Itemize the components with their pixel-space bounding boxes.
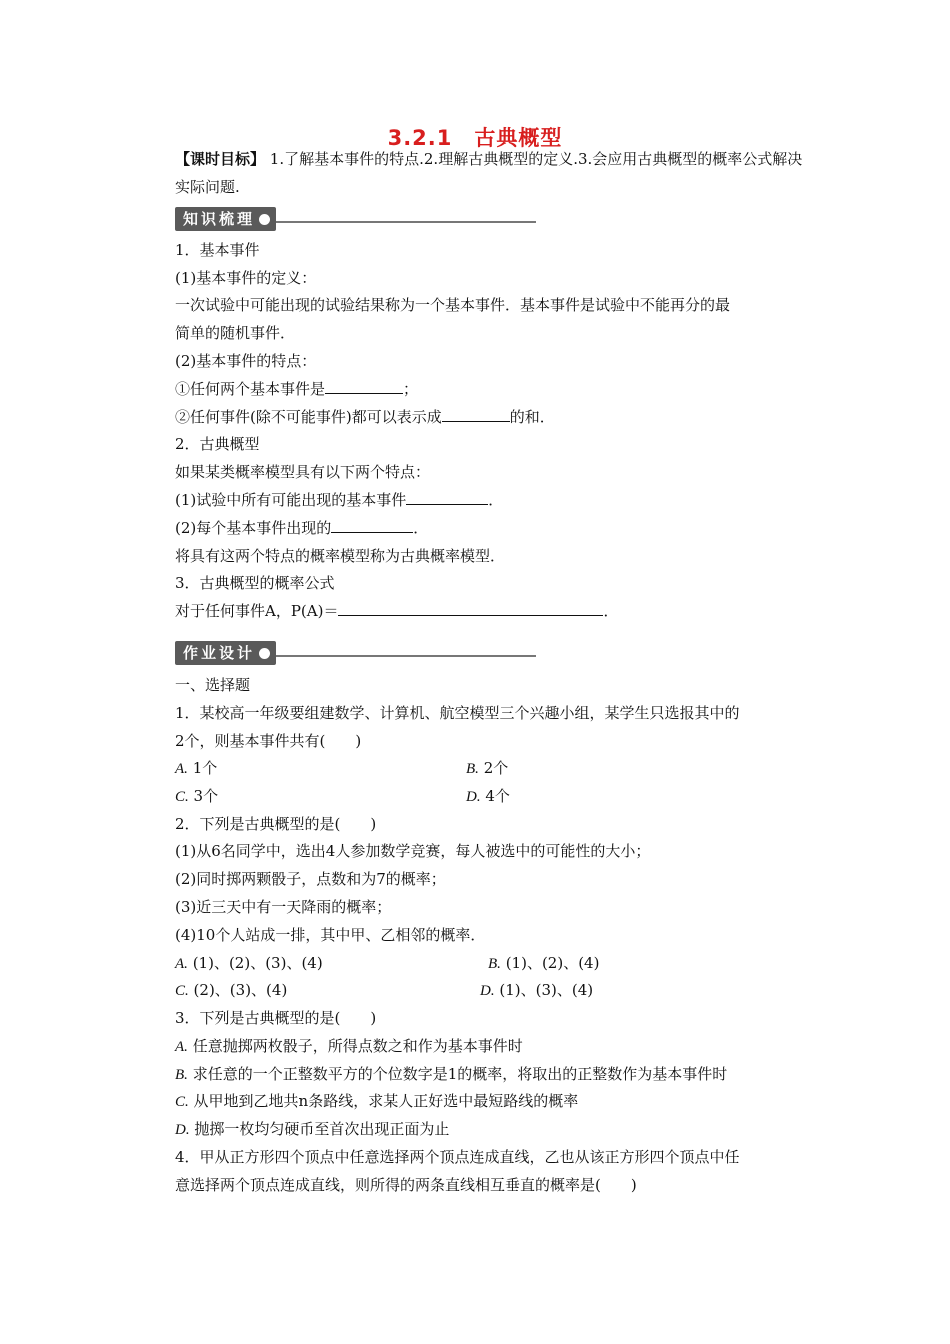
option-d: D. (1)、(3)、(4) bbox=[480, 981, 594, 999]
bullet-dot-icon bbox=[259, 648, 270, 659]
text-line-with-blank: 对于任何事件A，P(A)＝ ． bbox=[175, 602, 619, 620]
text-line: 3．古典概型的概率公式 bbox=[175, 574, 335, 592]
text-line: 一次试验中可能出现的试验结果称为一个基本事件．基本事件是试验中不能再分的最 bbox=[175, 296, 731, 314]
objectives-text: 1.了解基本事件的特点.2.理解古典概型的定义.3.会应用古典概型的概率公式解决实际问题. bbox=[175, 150, 803, 196]
text-line-with-blank: (2)每个基本事件出现的 ． bbox=[175, 519, 429, 537]
section-title-knowledge: 知识梳理 bbox=[183, 210, 256, 228]
text-line-with-blank: ①任何两个基本事件是 ； bbox=[175, 380, 419, 398]
question-1-line-2: 2个，则基本事件共有( ) bbox=[175, 732, 362, 750]
question-2-item: (2)同时掷两颗骰子，点数和为7的概率； bbox=[175, 870, 446, 888]
part-heading: 一、选择题 bbox=[175, 676, 251, 694]
text-line: 将具有这两个特点的概率模型称为古典概率模型． bbox=[175, 547, 506, 565]
fill-blank[interactable] bbox=[325, 379, 403, 394]
text-line: 1．基本事件 bbox=[175, 241, 260, 259]
text-line-with-blank: ②任何事件(除不可能事件)都可以表示成 的和． bbox=[175, 408, 555, 426]
option-c: C. 从甲地到乙地共n条路线，求某人正好选中最短路线的概率 bbox=[175, 1092, 579, 1110]
fill-blank[interactable] bbox=[442, 407, 510, 422]
text-line: (1)基本事件的定义： bbox=[175, 269, 317, 287]
option-b: B. (1)、(2)、(4) bbox=[488, 954, 600, 972]
section-rule bbox=[276, 655, 536, 657]
option-b: B. 2个 bbox=[466, 759, 509, 777]
fill-blank[interactable] bbox=[406, 490, 488, 505]
section-rule bbox=[276, 221, 536, 223]
objectives-heading: 【课时目标】 bbox=[175, 150, 266, 168]
question-2-item: (1)从6名同学中，选出4人参加数学竞赛，每人被选中的可能性的大小； bbox=[175, 842, 651, 860]
question-2-item: (4)10个人站成一排，其中甲、乙相邻的概率． bbox=[175, 926, 486, 944]
option-b: B. 求任意的一个正整数平方的个位数字是1的概率，将取出的正整数作为基本事件时 bbox=[175, 1065, 728, 1083]
text-line: 如果某类概率模型具有以下两个特点： bbox=[175, 463, 431, 481]
section-title-homework: 作业设计 bbox=[183, 644, 256, 662]
option-c: C. 3个 bbox=[175, 787, 219, 805]
section-banner-knowledge bbox=[175, 207, 536, 231]
text-line-with-blank: (1)试验中所有可能出现的基本事件 ． bbox=[175, 491, 504, 509]
question-4-line-2: 意选择两个顶点连成直线，则所得的两条直线相互垂直的概率是( ) bbox=[175, 1176, 637, 1194]
question-2-line-1: 2．下列是古典概型的是( ) bbox=[175, 815, 377, 833]
question-2-item: (3)近三天中有一天降雨的概率； bbox=[175, 898, 392, 916]
option-d: D. 4个 bbox=[466, 787, 510, 805]
option-a: A. 1个 bbox=[175, 759, 218, 777]
text-line: 简单的随机事件． bbox=[175, 324, 296, 342]
page-title: 3.2.1 古典概型 bbox=[387, 126, 563, 150]
question-4-line-1: 4．甲从正方形四个顶点中任意选择两个顶点连成直线，乙也从该正方形四个顶点中任 bbox=[175, 1148, 740, 1166]
question-1-line-1: 1．某校高一年级要组建数学、计算机、航空模型三个兴趣小组，某学生只选报其中的 bbox=[175, 704, 740, 722]
section-banner-homework bbox=[175, 641, 536, 665]
option-a: A. 任意抛掷两枚骰子，所得点数之和作为基本事件时 bbox=[175, 1037, 523, 1055]
question-3-line-1: 3．下列是古典概型的是( ) bbox=[175, 1009, 377, 1027]
fill-blank[interactable] bbox=[338, 601, 603, 616]
option-d: D. 抛掷一枚均匀硬币至首次出现正面为止 bbox=[175, 1120, 450, 1138]
fill-blank[interactable] bbox=[331, 518, 413, 533]
bullet-dot-icon bbox=[259, 214, 270, 225]
text-line: (2)基本事件的特点： bbox=[175, 352, 317, 370]
option-a: A. (1)、(2)、(3)、(4) bbox=[175, 954, 323, 972]
lesson-objectives bbox=[175, 145, 815, 201]
option-c: C. (2)、(3)、(4) bbox=[175, 981, 288, 999]
text-line: 2．古典概型 bbox=[175, 435, 260, 453]
